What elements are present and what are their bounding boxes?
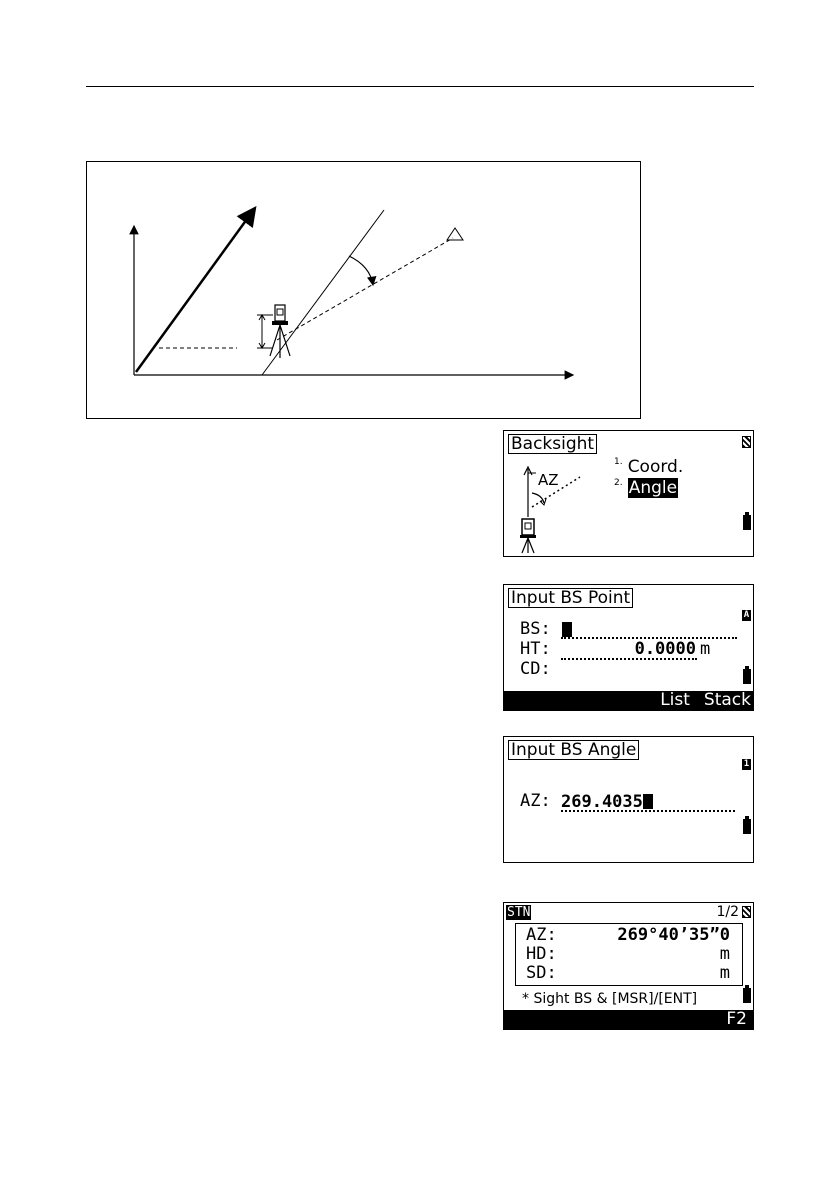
backsight-diagram xyxy=(516,465,616,557)
input-mode-icon xyxy=(742,436,751,448)
softkey-f2[interactable]: F2 xyxy=(726,1009,747,1029)
sd-unit: m xyxy=(719,963,730,983)
hd-unit: m xyxy=(719,944,730,964)
backsight-triangle-icon xyxy=(447,228,463,240)
battery-icon xyxy=(743,515,751,530)
field-label-az: AZ: xyxy=(520,791,551,811)
text-cursor xyxy=(562,622,572,637)
battery-icon xyxy=(743,669,751,684)
page-indicator: 1/2 xyxy=(716,904,739,920)
ht-value[interactable]: 0.0000 xyxy=(634,639,696,659)
option-angle[interactable] xyxy=(614,478,678,498)
text-cursor xyxy=(643,794,653,809)
az-input[interactable] xyxy=(561,792,653,810)
option-coord[interactable] xyxy=(614,457,683,477)
instruction-message: * Sight BS & [MSR]/[ENT] xyxy=(522,991,698,1007)
geometry-svg xyxy=(87,162,642,420)
screen-title: Input BS Point xyxy=(508,588,633,608)
reference-direction xyxy=(136,208,255,372)
tripod-instrument-icon xyxy=(270,305,290,358)
screen-title: Input BS Angle xyxy=(508,740,639,760)
az-value: 269.4035 xyxy=(561,792,643,812)
diagram-label-az: AZ xyxy=(538,471,559,489)
softkey-bar xyxy=(504,1010,753,1029)
input-bs-point-screen xyxy=(503,584,754,711)
softkey-list[interactable]: List xyxy=(660,690,690,710)
battery-icon xyxy=(743,988,751,1003)
row-label-sd: SD: xyxy=(526,963,557,983)
option-number: 2. xyxy=(614,478,623,488)
ht-input-underline xyxy=(561,658,697,660)
measurement-box xyxy=(515,923,743,986)
ht-unit: m xyxy=(700,639,711,659)
field-label-cd: CD: xyxy=(520,659,551,679)
bs-input[interactable] xyxy=(562,620,572,638)
station-observation-screen xyxy=(503,902,754,1030)
battery-icon xyxy=(743,819,751,834)
row-label-az: AZ: xyxy=(526,925,557,945)
input-mode-icon: 1 xyxy=(743,759,750,769)
input-bs-angle-screen xyxy=(503,736,754,863)
input-mode-icon xyxy=(742,906,751,918)
screen-header: STN xyxy=(507,905,531,920)
az-reading: 269°40’35”0 xyxy=(617,925,730,945)
backsight-screen xyxy=(503,430,754,557)
screen-title: Backsight xyxy=(508,434,597,454)
option-number: 1. xyxy=(614,457,623,467)
backsight-line xyxy=(277,238,453,340)
softkey-stack[interactable]: Stack xyxy=(703,690,751,710)
backsight-geometry-figure xyxy=(86,161,641,419)
azimuth-arc xyxy=(349,256,373,285)
header-rule xyxy=(86,86,754,87)
row-label-hd: HD: xyxy=(526,944,557,964)
input-mode-icon: A xyxy=(743,610,750,620)
option-label: Coord. xyxy=(627,457,684,477)
az-input-underline xyxy=(561,810,735,812)
field-label-bs: BS: xyxy=(520,619,551,639)
option-label: Angle xyxy=(628,478,678,498)
softkey-bar xyxy=(504,691,753,710)
field-label-ht: HT: xyxy=(520,639,551,659)
